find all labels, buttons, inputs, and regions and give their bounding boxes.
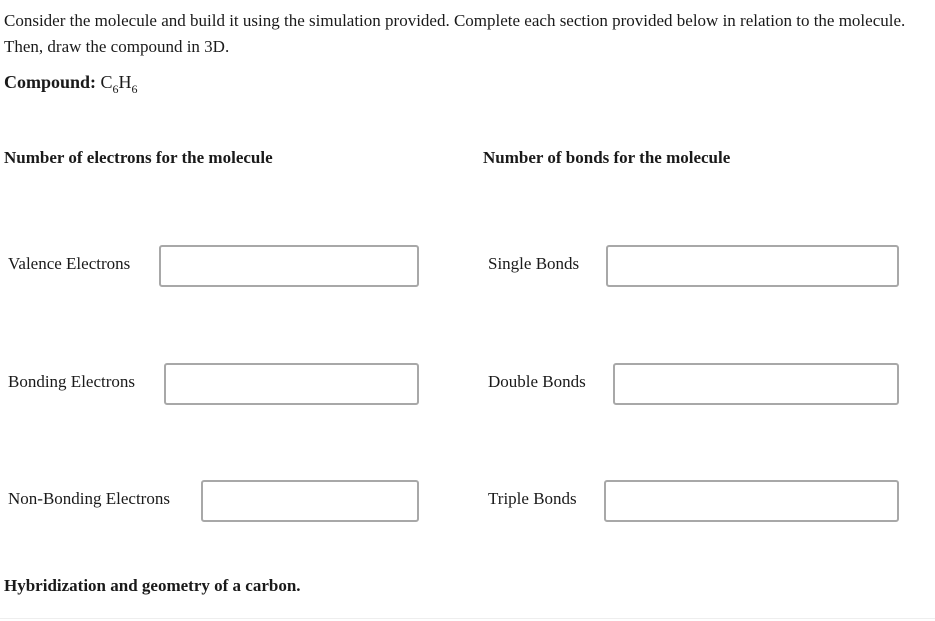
double-bonds-input[interactable]	[613, 363, 899, 405]
single-bonds-input[interactable]	[606, 245, 899, 287]
triple-bonds-label: Triple Bonds	[488, 489, 577, 508]
formula-element-carbon: C	[100, 72, 113, 92]
compound-label: Compound:	[4, 72, 97, 92]
bottom-divider	[0, 618, 935, 619]
triple-bonds-input[interactable]	[604, 480, 899, 522]
double-bonds-label: Double Bonds	[488, 372, 586, 391]
non-bonding-electrons-input[interactable]	[201, 480, 419, 522]
bonds-section-title: Number of bonds for the molecule	[483, 148, 731, 167]
compound-line	[4, 70, 138, 94]
hybridization-section-title: Hybridization and geometry of a carbon.	[4, 576, 301, 595]
formula-element-hydrogen: H	[118, 72, 132, 92]
electrons-section-title: Number of electrons for the molecule	[4, 148, 273, 167]
compound-formula	[100, 72, 138, 96]
single-bonds-label: Single Bonds	[488, 254, 580, 273]
instructions-text: Consider the molecule and build it using the simulation provided. Complete each section provided below in relation to the molecule. Then, draw the compound in 3D.	[4, 11, 906, 56]
formula-count-carbon: 6	[112, 82, 119, 96]
valence-electrons-input[interactable]	[159, 245, 419, 287]
bonding-electrons-input[interactable]	[164, 363, 419, 405]
formula-count-hydrogen: 6	[131, 82, 138, 96]
bonding-electrons-label: Bonding Electrons	[8, 372, 136, 391]
valence-electrons-label: Valence Electrons	[8, 254, 131, 273]
non-bonding-electrons-label: Non-Bonding Electrons	[8, 489, 170, 508]
